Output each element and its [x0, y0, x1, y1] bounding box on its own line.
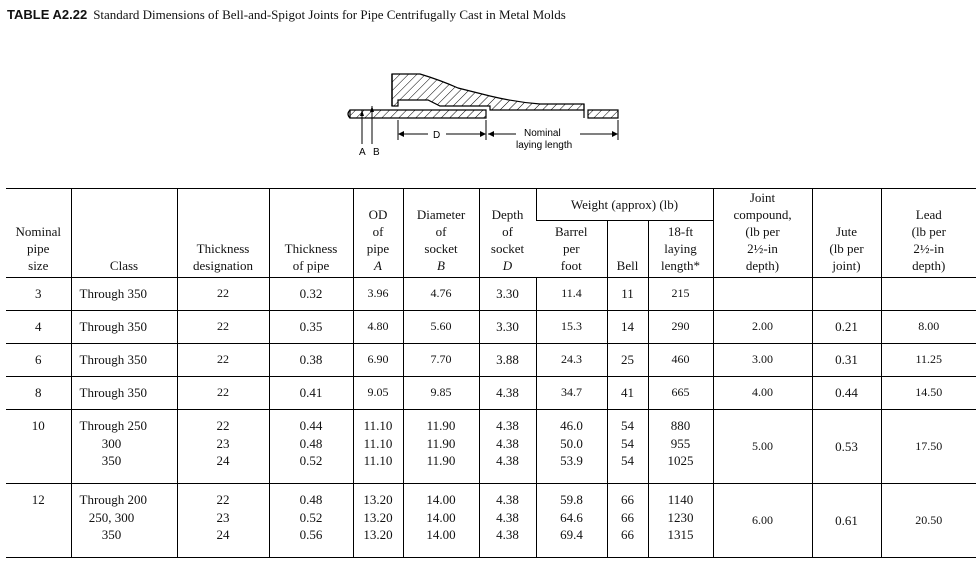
cell-size: 6: [6, 344, 71, 377]
cell-barrel: 24.3: [536, 344, 607, 377]
col-bell: Bell: [607, 221, 648, 278]
cell-jute: 0.44: [812, 377, 881, 410]
cell-laying-length: 290: [648, 311, 713, 344]
cell-od: 13.20 13.20 13.20: [353, 484, 403, 558]
cell-class: Through 200 250, 300 350: [71, 484, 177, 558]
cell-barrel: 34.7: [536, 377, 607, 410]
cell-size: 10: [6, 410, 71, 484]
cell-thickness-of-pipe: 0.32: [269, 278, 353, 311]
cell-depth-socket: 4.38: [479, 377, 536, 410]
cell-barrel: 46.0 50.0 53.9: [536, 410, 607, 484]
cell-jute: 0.21: [812, 311, 881, 344]
cell-joint-compound: 2.00: [713, 311, 812, 344]
cell-thickness-of-pipe: 0.48 0.52 0.56: [269, 484, 353, 558]
cell-depth-socket: 4.38 4.38 4.38: [479, 484, 536, 558]
cell-thickness-designation: 22: [177, 278, 269, 311]
cell-bell: 41: [607, 377, 648, 410]
cell-barrel: 11.4: [536, 278, 607, 311]
cell-lead: 11.25: [881, 344, 976, 377]
cell-thickness-of-pipe: 0.35: [269, 311, 353, 344]
cell-diameter-socket: 5.60: [403, 311, 479, 344]
cell-thickness-of-pipe: 0.44 0.48 0.52: [269, 410, 353, 484]
label-a: A: [359, 147, 366, 158]
cell-thickness-designation: 22 23 24: [177, 484, 269, 558]
cell-size: 8: [6, 377, 71, 410]
cell-od: 3.96: [353, 278, 403, 311]
col-thickness-designation: Thickness designation: [177, 189, 269, 278]
cell-lead: 17.50: [881, 410, 976, 484]
cell-depth-socket: 3.30: [479, 278, 536, 311]
cell-joint-compound: 5.00: [713, 410, 812, 484]
cell-class: Through 250 300 350: [71, 410, 177, 484]
cell-class: Through 350: [71, 278, 177, 311]
cell-depth-socket: 3.88: [479, 344, 536, 377]
table-row: [6, 278, 976, 311]
cell-laying-length: 1140 1230 1315: [648, 484, 713, 558]
col-od-of-pipe: OD of pipe A: [353, 189, 403, 278]
cell-joint-compound: 3.00: [713, 344, 812, 377]
label-laying-length: laying length: [516, 140, 573, 151]
cell-size: 4: [6, 311, 71, 344]
cell-bell: 25: [607, 344, 648, 377]
cell-diameter-socket: 9.85: [403, 377, 479, 410]
table-body: [6, 278, 976, 558]
cell-thickness-of-pipe: 0.41: [269, 377, 353, 410]
label-b: B: [373, 147, 380, 158]
cell-thickness-designation: 22: [177, 377, 269, 410]
col-lead: Lead (lb per 2½-in depth): [881, 189, 976, 278]
dimensions-table: [6, 188, 976, 558]
cell-lead: 8.00: [881, 311, 976, 344]
cell-laying-length: 215: [648, 278, 713, 311]
next-pipe-section: [588, 110, 618, 118]
cell-diameter-socket: 14.00 14.00 14.00: [403, 484, 479, 558]
cell-joint-compound: 4.00: [713, 377, 812, 410]
cell-jute: 0.53: [812, 410, 881, 484]
cell-bell: 11: [607, 278, 648, 311]
cell-od: 6.90: [353, 344, 403, 377]
cell-od: 11.10 11.10 11.10: [353, 410, 403, 484]
joint-diagram: [340, 66, 640, 170]
col-jute: Jute (lb per joint): [812, 189, 881, 278]
cell-barrel: 59.8 64.6 69.4: [536, 484, 607, 558]
cell-od: 4.80: [353, 311, 403, 344]
cell-size: 12: [6, 484, 71, 558]
cell-bell: 66 66 66: [607, 484, 648, 558]
col-diameter-of-socket: Diameter of socket B: [403, 189, 479, 278]
cell-od: 9.05: [353, 377, 403, 410]
cell-joint-compound: [713, 278, 812, 311]
cell-jute: [812, 278, 881, 311]
col-thickness-of-pipe: Thickness of pipe: [269, 189, 353, 278]
cell-thickness-designation: 22: [177, 311, 269, 344]
table-row: [6, 344, 976, 377]
col-class: Class: [71, 189, 177, 278]
cell-laying-length: 460: [648, 344, 713, 377]
cell-bell: 54 54 54: [607, 410, 648, 484]
cell-class: Through 350: [71, 344, 177, 377]
table-row: [6, 410, 976, 484]
cell-lead: 20.50: [881, 484, 976, 558]
col-nominal-pipe-size: Nominal pipe size: [6, 189, 71, 278]
cell-laying-length: 880 955 1025: [648, 410, 713, 484]
cell-jute: 0.31: [812, 344, 881, 377]
cell-jute: 0.61: [812, 484, 881, 558]
bell-section: [392, 74, 584, 110]
cell-diameter-socket: 4.76: [403, 278, 479, 311]
cell-lead: [881, 278, 976, 311]
table-caption: [7, 7, 707, 23]
label-d: D: [433, 130, 441, 141]
col-barrel-per-foot: Barrel per foot: [536, 221, 607, 278]
cell-class: Through 350: [71, 377, 177, 410]
cell-size: 3: [6, 278, 71, 311]
cell-bell: 14: [607, 311, 648, 344]
col-group-weight: Weight (approx) (lb): [536, 189, 713, 221]
col-joint-compound: Joint compound, (lb per 2½-in depth): [713, 189, 812, 278]
cell-diameter-socket: 7.70: [403, 344, 479, 377]
cell-barrel: 15.3: [536, 311, 607, 344]
table-label: TABLE A2.22: [7, 7, 88, 22]
cell-class: Through 350: [71, 311, 177, 344]
cell-thickness-designation: 22: [177, 344, 269, 377]
col-18ft-laying-length: 18-ft laying length*: [648, 221, 713, 278]
table-title: Standard Dimensions of Bell-and-Spigot Joints for Pipe Centrifugally Cast in Metal Molds: [93, 7, 566, 22]
cell-depth-socket: 4.38 4.38 4.38: [479, 410, 536, 484]
table-row: [6, 484, 976, 558]
table-row: [6, 377, 976, 410]
label-nominal: Nominal: [524, 128, 561, 139]
cell-lead: 14.50: [881, 377, 976, 410]
cell-thickness-of-pipe: 0.38: [269, 344, 353, 377]
col-depth-of-socket: Depth of socket D: [479, 189, 536, 278]
cell-diameter-socket: 11.90 11.90 11.90: [403, 410, 479, 484]
cell-laying-length: 665: [648, 377, 713, 410]
cell-depth-socket: 3.30: [479, 311, 536, 344]
table-row: [6, 311, 976, 344]
cell-thickness-designation: 22 23 24: [177, 410, 269, 484]
cell-joint-compound: 6.00: [713, 484, 812, 558]
